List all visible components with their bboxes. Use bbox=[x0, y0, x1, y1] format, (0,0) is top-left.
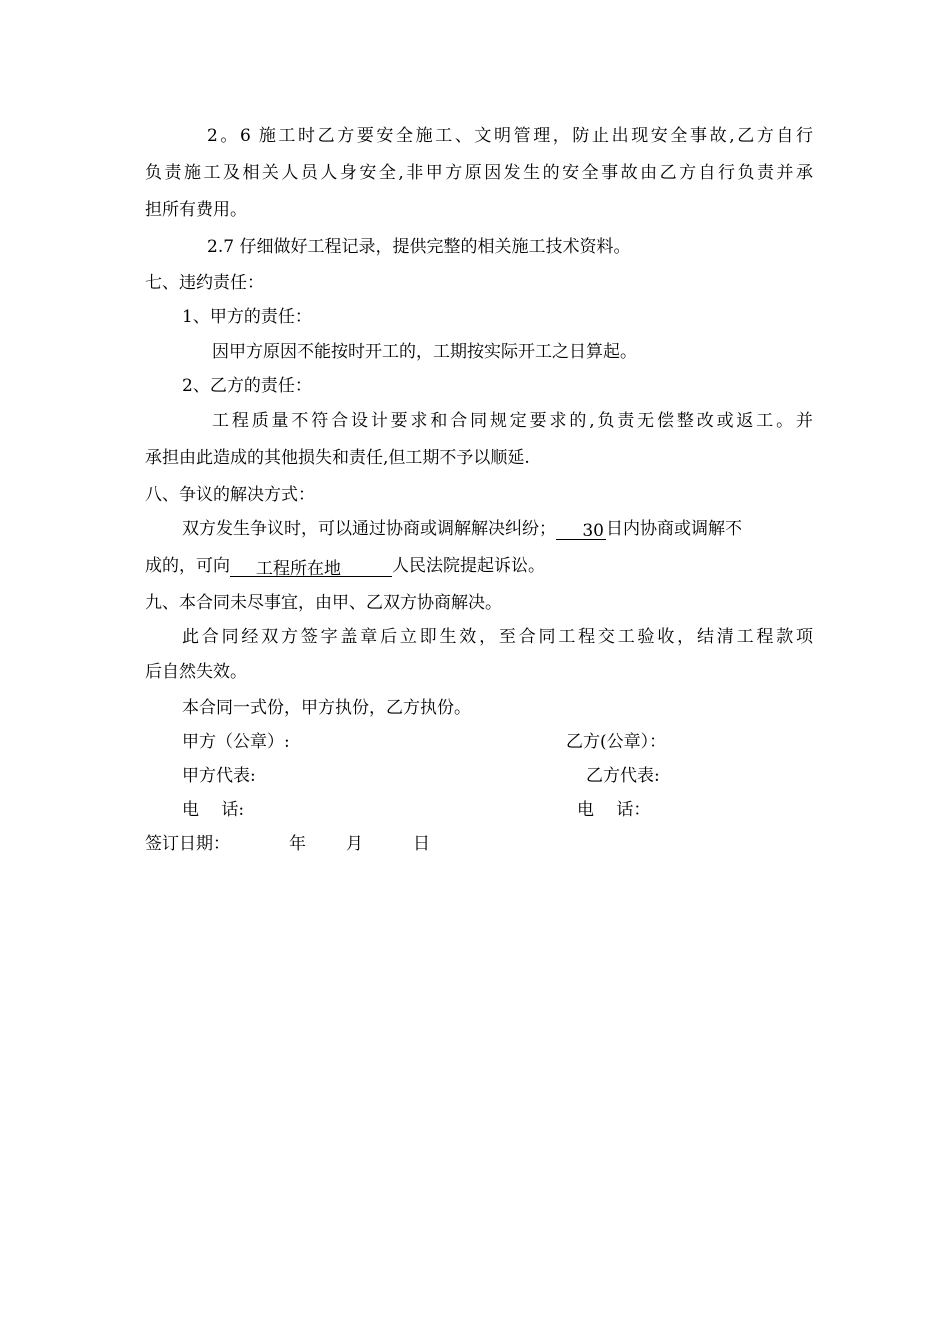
signing-date-year: 年 bbox=[289, 834, 306, 854]
party-a-seal-label: 甲方（公章）: bbox=[182, 732, 290, 752]
dispute-line-2 bbox=[145, 555, 545, 577]
party-a-rep-label: 甲方代表: bbox=[182, 766, 256, 786]
signing-date-label: 签订日期： bbox=[145, 834, 230, 854]
clause-2-6-text-1: 2。6 施工时乙方要安全施工、文明管理，防止出现安全事故,乙方自行 bbox=[207, 126, 813, 146]
party-b-liability-line-2: 承担由此造成的其他损失和责任,但工期不予以顺延. bbox=[145, 448, 530, 468]
party-b-liability-line-1 bbox=[212, 410, 813, 432]
clause-2-6-line-1 bbox=[207, 125, 813, 147]
dispute-days-field bbox=[556, 520, 606, 540]
party-a-liability-heading: 1、甲方的责任： bbox=[182, 307, 312, 327]
copies-statement: 本合同一式份，甲方执份，乙方执份。 bbox=[182, 698, 471, 718]
effect-text-1: 此合同经双方签字盖章后立即生效，至合同工程交工验收，结清工程款项 bbox=[182, 627, 813, 647]
dispute-text-after-court: 人民法院提起诉讼。 bbox=[392, 556, 545, 576]
dispute-text-after-days: 日内协商或调解不 bbox=[606, 519, 742, 539]
clause-2-7: 2.7 仔细做好工程记录，提供完整的相关施工技术资料。 bbox=[207, 237, 631, 257]
party-b-rep-label: 乙方代表: bbox=[586, 766, 660, 786]
dispute-text-before-days: 双方发生争议时，可以通过协商或调解解决纠纷； bbox=[182, 519, 556, 539]
court-location-field bbox=[230, 558, 392, 577]
effect-line-1 bbox=[182, 626, 813, 648]
signing-date-month: 月 bbox=[346, 834, 363, 854]
signing-date-day: 日 bbox=[413, 834, 430, 854]
party-b-liability-text-1: 工程质量不符合设计要求和合同规定要求的,负责无偿整改或返工。并 bbox=[212, 411, 813, 431]
party-b-seal-label: 乙方(公章）： bbox=[566, 732, 667, 752]
party-a-phone-label: 电 话: bbox=[182, 800, 245, 820]
dispute-days-value: 30 bbox=[582, 521, 604, 541]
clause-2-6-line-3: 担所有费用。 bbox=[145, 200, 247, 220]
party-a-liability-text: 因甲方原因不能按时开工的，工期按实际开工之日算起。 bbox=[212, 342, 637, 362]
court-location-value: 工程所在地 bbox=[256, 559, 341, 579]
effect-line-2: 后自然失效。 bbox=[145, 662, 247, 682]
dispute-text-before-court: 成的，可向 bbox=[145, 556, 230, 576]
section-9-heading: 九、本合同未尽事宜，由甲、乙双方协商解决。 bbox=[145, 593, 502, 613]
section-7-heading: 七、违约责任： bbox=[145, 273, 264, 293]
party-b-phone-label: 电 话： bbox=[577, 800, 651, 820]
clause-2-6-text-2: 负责施工及相关人员人身安全,非甲方原因发生的安全事故由乙方自行负责并承 bbox=[145, 163, 813, 183]
clause-2-6-line-2 bbox=[145, 162, 813, 184]
party-b-liability-heading: 2、乙方的责任： bbox=[182, 376, 312, 396]
dispute-line-1 bbox=[182, 518, 742, 540]
section-8-heading: 八、争议的解决方式： bbox=[145, 485, 315, 505]
